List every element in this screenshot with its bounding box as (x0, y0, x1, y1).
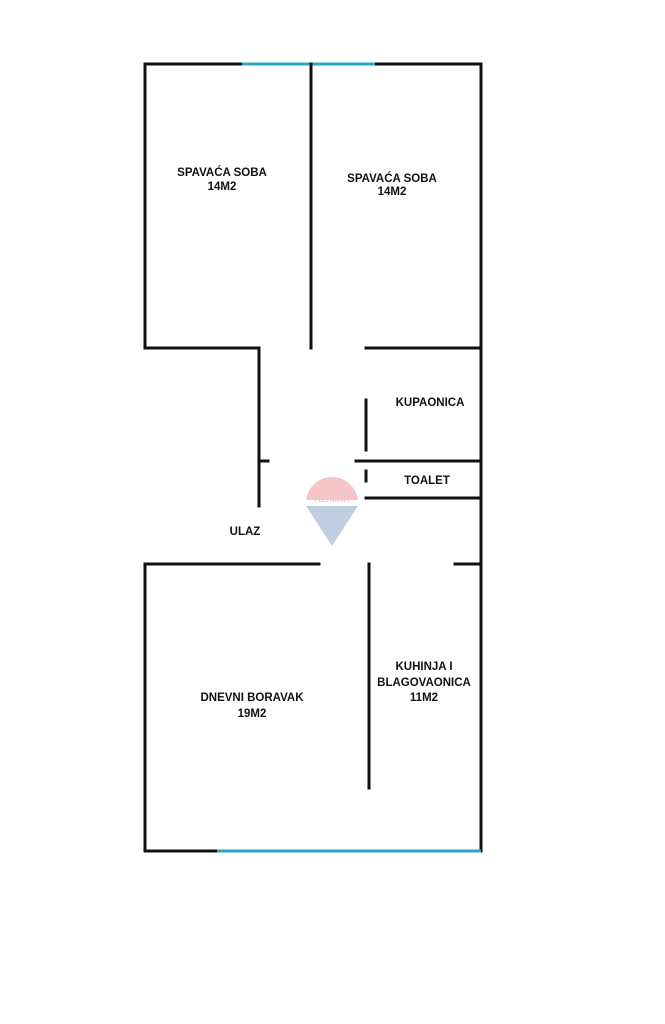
bedroom-right-name: SPAVAĆA SOBA (347, 173, 437, 185)
kitchen-name-line2: BLAGOVAONICA (377, 677, 471, 689)
watermark-text: RE/MAX (314, 494, 350, 504)
kitchen-name-line1: KUHINJA I (395, 661, 453, 673)
bathroom-name: KUPAONICA (395, 397, 465, 409)
bedroom-right-area: 14M2 (377, 186, 407, 198)
bedroom-left-name: SPAVAĆA SOBA (177, 167, 267, 179)
toilet-name: TOALET (404, 475, 450, 487)
entrance-name: ULAZ (229, 526, 261, 538)
remax-watermark-logo (306, 477, 358, 546)
kitchen-area: 11M2 (409, 692, 439, 704)
room-labels (177, 166, 471, 720)
balloon-blue-bottom (306, 506, 358, 546)
bedroom-left-area: 14M2 (207, 181, 237, 193)
living-room-name: DNEVNI BORAVAK (200, 692, 304, 704)
living-room-area: 19M2 (237, 708, 267, 720)
